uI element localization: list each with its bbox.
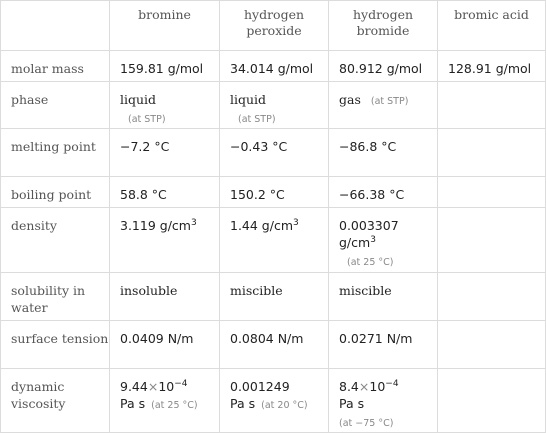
condition-note: (at STP) <box>238 114 276 125</box>
viscosity-unit: Pa s <box>230 396 256 411</box>
condition-note: (at 25 °C) <box>347 257 394 268</box>
empty-cell <box>438 208 546 273</box>
table-row-molar-mass <box>1 51 546 82</box>
row-label: molar mass <box>1 51 110 82</box>
cell-value <box>110 208 220 273</box>
cell-value <box>220 369 329 433</box>
phase-value: liquid <box>230 92 267 107</box>
column-header-hydrogen-bromide: hydrogen bromide <box>329 1 438 51</box>
exponent: −4 <box>174 378 188 389</box>
condition-note: (at 20 °C) <box>261 400 308 411</box>
cell-value: 150.2 °C <box>220 177 329 208</box>
empty-cell <box>438 82 546 129</box>
table-row-density <box>1 208 546 273</box>
cell-value <box>220 82 329 129</box>
times-sign: × <box>147 379 159 394</box>
column-header-bromine: bromine <box>110 1 220 51</box>
condition-note: (at STP) <box>370 96 409 107</box>
corner-cell <box>1 1 110 51</box>
exponent: 3 <box>190 217 197 228</box>
cell-value: 0.0409 N/m <box>110 321 220 369</box>
cell-value <box>110 82 220 129</box>
cell-value: 128.91 g/mol <box>438 51 546 82</box>
cell-value: 80.912 g/mol <box>329 51 438 82</box>
condition-note: (at 25 °C) <box>151 400 198 411</box>
density-value: 3.119 g/cm <box>120 218 191 233</box>
cell-value: insoluble <box>110 273 220 321</box>
table-row-boiling-point <box>1 177 546 208</box>
table-row-melting-point <box>1 129 546 177</box>
empty-cell <box>438 273 546 321</box>
cell-value: 159.81 g/mol <box>110 51 220 82</box>
density-unit: g/cm <box>339 235 371 250</box>
exponent: 3 <box>370 234 376 245</box>
cell-value: −7.2 °C <box>110 129 220 177</box>
cell-value: 0.0804 N/m <box>220 321 329 369</box>
viscosity-mantissa: 8.4 <box>339 379 359 394</box>
cell-value: miscible <box>329 273 438 321</box>
condition-note: (at STP) <box>128 114 166 125</box>
cell-value <box>110 369 220 433</box>
row-label: melting point <box>1 129 110 177</box>
cell-value: 34.014 g/mol <box>220 51 329 82</box>
row-label: solubility in water <box>1 273 110 321</box>
row-label: phase <box>1 82 110 129</box>
cell-value: −86.8 °C <box>329 129 438 177</box>
viscosity-unit: Pa s <box>339 396 365 411</box>
power-base: 10 <box>369 379 386 394</box>
row-label: dynamic viscosity <box>1 369 110 433</box>
table-row-surface-tension <box>1 321 546 369</box>
viscosity-mantissa: 9.44 <box>120 379 148 394</box>
row-label: boiling point <box>1 177 110 208</box>
viscosity-unit: Pa s <box>120 396 146 411</box>
power-base: 10 <box>158 379 175 394</box>
cell-value <box>329 208 438 273</box>
column-header-hydrogen-peroxide: hydrogen peroxide <box>220 1 329 51</box>
times-sign: × <box>358 379 370 394</box>
cell-value <box>329 82 438 129</box>
density-value: 0.003307 <box>339 218 399 233</box>
cell-value: 0.0271 N/m <box>329 321 438 369</box>
table-row-solubility <box>1 273 546 321</box>
cell-value: 58.8 °C <box>110 177 220 208</box>
empty-cell <box>438 177 546 208</box>
cell-value: miscible <box>220 273 329 321</box>
empty-cell <box>438 321 546 369</box>
row-label: density <box>1 208 110 273</box>
empty-cell <box>438 129 546 177</box>
table-row-phase <box>1 82 546 129</box>
exponent: −4 <box>385 378 399 389</box>
phase-value: liquid <box>120 92 157 107</box>
phase-value: gas <box>339 92 361 107</box>
row-label: surface tension <box>1 321 110 369</box>
condition-note: (at −75 °C) <box>339 418 394 429</box>
viscosity-value: 0.001249 <box>230 379 290 394</box>
cell-value <box>220 208 329 273</box>
cell-value: −0.43 °C <box>220 129 329 177</box>
empty-cell <box>438 369 546 433</box>
cell-value: −66.38 °C <box>329 177 438 208</box>
table-row-viscosity <box>1 369 546 433</box>
cell-value <box>329 369 438 433</box>
column-header-bromic-acid: bromic acid <box>438 1 546 51</box>
exponent: 3 <box>293 217 299 228</box>
density-value: 1.44 g/cm <box>230 218 294 233</box>
header-row <box>1 1 546 51</box>
